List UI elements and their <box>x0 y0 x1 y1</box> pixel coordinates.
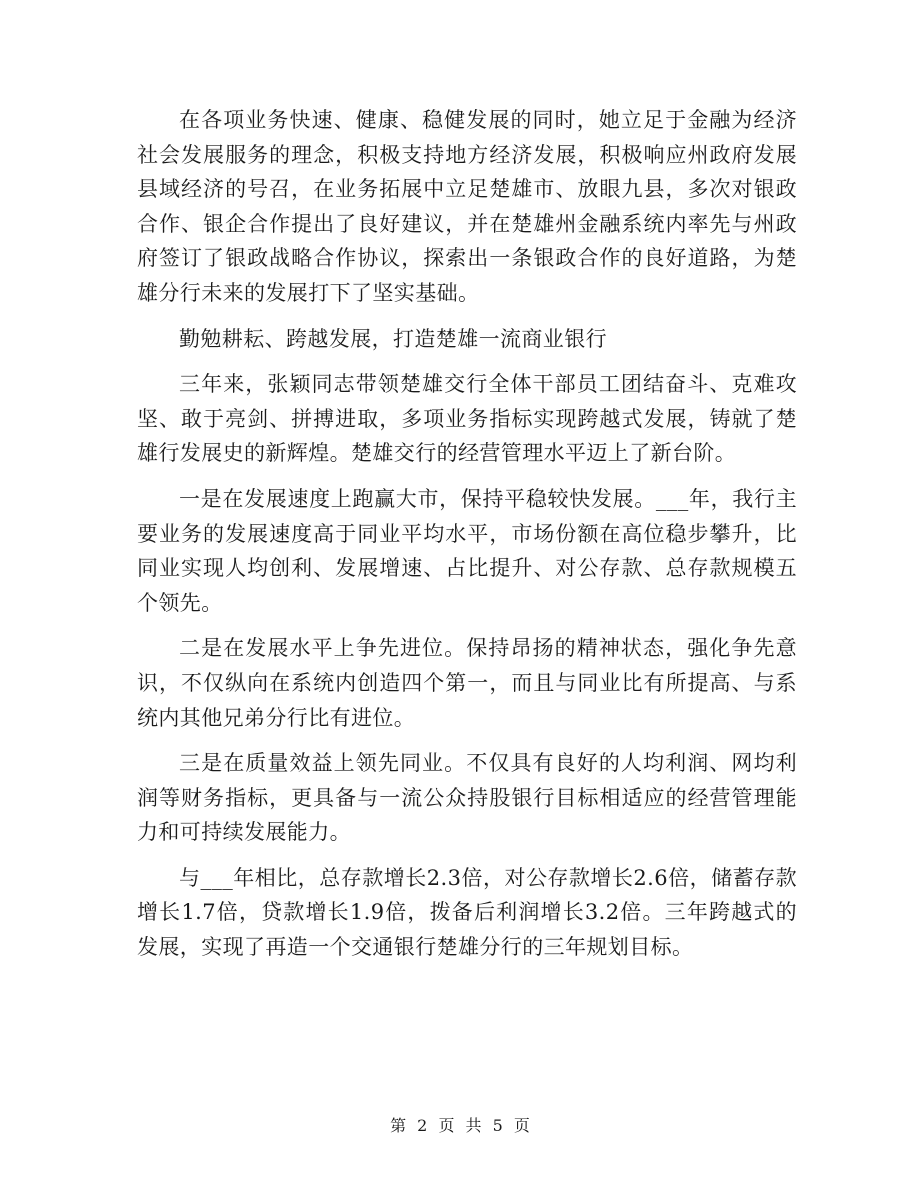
paragraph-development-speed: 一是在发展速度上跑赢大市，保持平稳较快发展。___年，我行主要业务的发展速度高于同业平均水平，市场份额在高位稳步攀升，比同业实现人均创利、发展增速、占比提升、对公存款、总存款规模五个领先。 <box>137 486 797 615</box>
paragraph-quality-efficiency: 三是在质量效益上领先同业。不仅具有良好的人均利润、网均利润等财务指标，更具备与一流公众持股银行目标相适应的经营管理能力和可持续发展能力。 <box>137 751 797 845</box>
document-body <box>137 103 797 976</box>
paragraph-development-level: 二是在发展水平上争先进位。保持昂扬的精神状态，强化争先意识，不仅纵向在系统内创造四个第一，而且与同业比有所提高、与系统内其他兄弟分行比有进位。 <box>137 636 797 730</box>
section-heading: 勤勉耕耘、跨越发展，打造楚雄一流商业银行 <box>179 326 607 351</box>
paragraph-support-local-economy: 在各项业务快速、健康、稳健发展的同时，她立足于金融为经济社会发展服务的理念，积极支持地方经济发展，积极响应州政府发展县域经济的号召，在业务拓展中立足楚雄市、放眼九县，多次对银政合作、银企合作提出了良好建议，并在楚雄州金融系统内率先与州政府签订了银政战略合作协议，探索出一条银政合作的良好道路，为楚雄分行未来的发展打下了坚实基础。 <box>137 108 797 305</box>
page-number-footer: 第 2 页 共 5 页 <box>390 1116 530 1135</box>
paragraph-three-years: 三年来，张颖同志带领楚雄交行全体干部员工团结奋斗、克难攻坚、敢于亮剑、拼搏进取，多项业务指标实现跨越式发展，铸就了楚雄行发展史的新辉煌。楚雄交行的经营管理水平迈上了新台阶。 <box>137 372 797 466</box>
paragraph-growth-figures: 与___年相比，总存款增长2.3倍，对公存款增长2.6倍，储蓄存款增长1.7倍，贷款增长1.9倍，拨备后利润增长3.2倍。三年跨越式的发展，实现了再造一个交通银行楚雄分行的三年规划目标。 <box>137 865 797 960</box>
